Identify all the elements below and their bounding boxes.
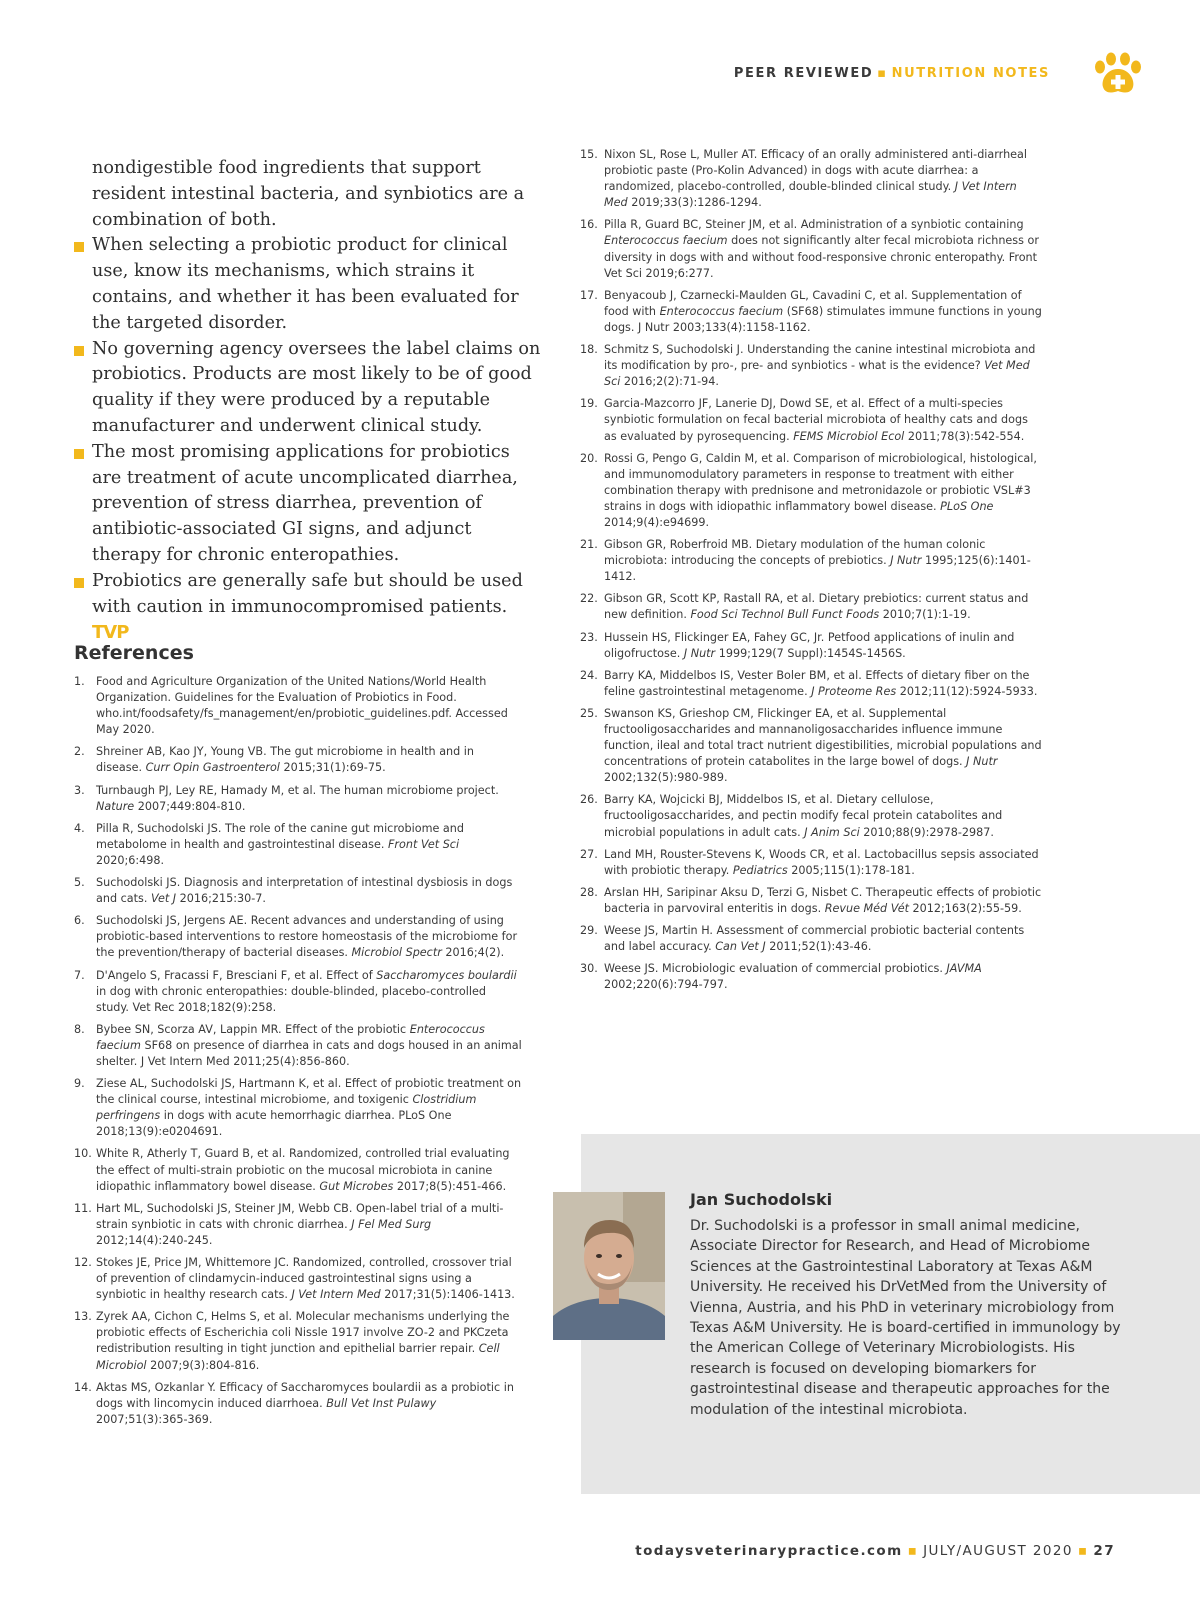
reference-citation: 1999;129(7 Suppl):1454S-1456S. [715,646,906,660]
reference-item [580,537,1042,585]
reference-text: Pilla R, Suchodolski JS. The role of the canine gut microbiome and metabolome in health and gastrointestinal disease. [96,821,464,851]
reference-number: 30. [580,962,598,976]
reference-number: 22. [580,592,598,606]
reference-number: 14. [74,1380,92,1394]
reference-journal: J Fel Med Surg [351,1217,432,1231]
reference-text: White R, Atherly T, Guard B, et al. Randomized, controlled trial evaluating the effect of multi-strain probiotic on the mucosal microbiota in canine idiopathic inflammatory bowel disease. [96,1147,510,1193]
reference-number: 12. [74,1256,92,1269]
reference-item [580,706,1042,786]
reference-number: 13. [74,1310,92,1324]
reference-journal: Front Vet Sci [387,837,460,851]
reference-journal: Saccharomyces boulardii [376,968,517,982]
reference-item [580,342,1042,390]
reference-text: Arslan HH, Saripinar Aksu D, Terzi G, Nisbet C. Therapeutic effects of probiotic bacteria in parvoviral enteritis in dogs. [604,885,1042,915]
reference-journal: Revue Méd Vét [824,901,909,915]
reference-number: 29. [580,924,598,938]
reference-text: Garcia-Mazcorro JF, Lanerie DJ, Dowd SE, et al. Effect of a multi-species synbiotic formulation on fecal bacterial microbiota of healthy cats and dogs as evaluated by pyrosequencing. [604,397,1028,443]
reference-text: Weese JS. Microbiologic evaluation of commercial probiotics. [604,962,947,976]
reference-journal: Cell Microbiol [96,1342,500,1372]
bullet-square-icon [74,578,84,588]
reference-citation: 2016;4(2). [441,946,505,960]
reference-journal: Bull Vet Inst Pulawy [326,1396,437,1410]
reference-text: Barry KA, Middelbos IS, Vester Boler BM, et al. Effects of dietary fiber on the feline gastrointestinal metagenome. [604,668,1030,698]
reference-text: Nixon SL, Rose L, Muller AT. Efficacy of an orally administered anti-diarrheal probiotic paste (Pro-Kolin Advanced) in dogs with acute diarrhea: a randomized, placebo-controlled, double-blinded clinical study. [604,148,1028,194]
reference-journal: Food Sci Technol Bull Funct Foods [690,608,880,622]
reference-text: Food and Agriculture Organization of the United Nations/World Health Organization. Guidelines for the Evaluation of Probiotics in Food. who.int/foodsafety/fs_management/en/probiotic_guidelines.pdf. Accessed May 2020. [96,675,508,737]
reference-item [74,821,522,869]
reference-text: Hussein HS, Flickinger EA, Fahey GC, Jr. Petfood applications of inulin and oligofructose. [604,630,1015,660]
reference-text: Pilla R, Guard BC, Steiner JM, et al. Administration of a synbiotic containing [604,218,1024,232]
reference-number: 20. [580,451,598,465]
reference-number: 23. [580,630,598,644]
reference-number: 17. [580,288,598,302]
reference-item [74,744,522,776]
reference-number: 3. [74,783,85,797]
reference-citation: 2007;449:804-810. [134,799,246,813]
reference-item [74,674,522,738]
reference-item [580,668,1042,700]
reference-citation: 2019;33(3):1286-1294. [627,196,762,210]
reference-number: 15. [580,148,598,161]
reference-citation: 2007;9(3):804-816. [146,1358,260,1372]
reference-item [74,1309,522,1373]
reference-item [74,1201,522,1249]
bullet-text: The most promising applications for probiotics are treatment of acute uncomplicated diarrhea, prevention of stress diarrhea, prevention of antibiotic-associated GI signs, and adjunct therapy for chronic enteropathies. [92,441,518,565]
reference-item [580,396,1042,444]
footer-separator: ▪ [1077,1543,1089,1559]
references-heading: References [74,642,194,664]
reference-journal: J Nutr [683,646,716,660]
reference-item [580,147,1042,211]
reference-text: Gibson GR, Roberfroid MB. Dietary modulation of the human colonic microbiota: introducing the concepts of prebiotics. [604,538,986,568]
reference-item [74,1076,522,1140]
page-number: 27 [1093,1543,1115,1559]
reference-number: 9. [74,1077,85,1091]
key-points [74,156,544,647]
reference-item [580,961,1042,993]
reference-item [74,1255,522,1303]
reference-number: 1. [74,675,85,688]
reference-number: 6. [74,914,85,928]
reference-item [580,885,1042,917]
reference-text: Swanson KS, Grieshop CM, Flickinger EA, et al. Supplemental fructooligosaccharides and mannanoligosaccharides influence immune function, ileal and total tract nutrient digestibilities, microbial populations and concentrations of protein catabolites in the large bowel of dogs. [604,706,1042,769]
website-link[interactable]: todaysveterinarypractice.com [635,1543,903,1559]
reference-journal: Vet J [150,892,177,906]
running-header [734,66,1050,81]
bullet-square-icon [74,242,84,252]
bullet-text: No governing agency oversees the label claims on probiotics. Products are most likely to be of good quality if they were produced by a reputable manufacturer and underwent clinical study. [92,338,541,436]
bullet-item [74,569,544,647]
reference-item [74,875,522,907]
reference-journal: Enterococcus faecium [604,234,728,248]
header-separator: ▪ [877,66,888,81]
references-list-left [74,674,522,1434]
reference-item [580,591,1042,623]
reference-number: 27. [580,847,598,861]
reference-item [74,913,522,961]
reference-citation: does not significantly alter fecal microbiota richness or diversity in dogs with and without food-responsive chronic enteropathy. Front Vet Sci 2019;6:277. [604,234,1039,280]
reference-journal: Gut Microbes [319,1179,394,1193]
reference-journal: Curr Opin Gastroenterol [145,761,280,775]
reference-citation: SF68 on presence of diarrhea in cats and dogs housed in an animal shelter. J Vet Intern Med 2011;25(4):856-860. [96,1038,522,1068]
reference-number: 4. [74,821,85,835]
bullet-square-icon [74,346,84,356]
paw-cross-icon [1093,52,1143,96]
reference-number: 19. [580,397,598,411]
reference-item [580,847,1042,879]
bullet-text: When selecting a probiotic product for clinical use, know its mechanisms, which strains it contains, and whether it has been evaluated for the targeted disorder. [92,235,519,333]
reference-citation: 2002;220(6):794-797. [604,978,728,992]
reference-citation: 2017;31(5):1406-1413. [380,1288,515,1302]
reference-journal: J Nutr [890,554,922,568]
author-bio-text: Dr. Suchodolski is a professor in small animal medicine, Associate Director for Research, and Head of Microbiome Sciences at the Gastrointestinal Laboratory at Texas A&M University. He received his DrVetMed from the University of Vienna, Austria, and his PhD in veterinary microbiology from Texas A&M University. He is board-certified in immunology by the American College of Veterinary Microbiologists. His research is focused on developing biomarkers for gastrointestinal disease and therapeutic approaches for the modulation of the intestinal microbiota. [690,1218,1121,1418]
author-name: Jan Suchodolski [690,1190,833,1209]
reference-journal: Pediatrics [732,863,788,877]
reference-number: 8. [74,1022,85,1036]
reference-item [74,783,522,815]
reference-text: Barry KA, Wojcicki BJ, Middelbos IS, et al. Dietary cellulose, fructooligosaccharides, and pectin modify fecal protein catabolites and microbial populations in adult cats. [604,793,1003,839]
reference-journal: JAVMA [946,962,982,976]
reference-text: Aktas MS, Ozkanlar Y. Efficacy of Saccharomyces boulardii as a probiotic in dogs with lincomycin induced diarrhoea. [96,1380,514,1410]
reference-journal: Microbiol Spectr [351,946,442,960]
author-portrait-icon [553,1192,665,1340]
reference-text: Zyrek AA, Cichon C, Helms S, et al. Molecular mechanisms underlying the probiotic effects of Escherichia coli Nissle 1917 involve ZO-2 and PKCzeta redistribution resulting in tight junction and epithelial barrier repair. [96,1310,510,1356]
reference-text: Land MH, Rouster-Stevens K, Woods CR, et al. Lactobacillus sepsis associated with probiotic therapy. [604,847,1039,877]
reference-text: Suchodolski JS. Diagnosis and interpretation of intestinal dysbiosis in dogs and cats. [96,876,513,906]
column-label: NUTRITION NOTES [891,66,1050,81]
reference-text: Stokes JE, Price JM, Whittemore JC. Randomized, controlled, crossover trial of prevention of clindamycin-induced gastrointestinal signs using a synbiotic in healthy research cats. [96,1256,512,1302]
reference-text: Ziese AL, Suchodolski JS, Hartmann K, et al. Effect of probiotic treatment on the clinical course, intestinal microbiome, and toxigenic [96,1077,522,1107]
reference-item [580,288,1042,336]
issue-date: JULY/AUGUST 2020 [923,1543,1073,1559]
reference-citation: in dogs with acute hemorrhagic diarrhea. PLoS One 2018;13(9):e0204691. [96,1109,452,1139]
reference-citation: 2012;163(2):55-59. [908,901,1022,915]
reference-journal: J Nutr [966,755,998,769]
reference-item [74,1146,522,1194]
reference-citation: 2014;9(4):e94699. [604,515,710,529]
bullet-text: Probiotics are generally safe but should be used with caution in immunocompromised patients. [92,570,523,617]
reference-text: Benyacoub J, Czarnecki-Maulden GL, Cavadini C, et al. Supplementation of food with [604,288,1022,318]
reference-citation: 2017;8(5):451-466. [393,1179,507,1193]
reference-item [74,1380,522,1428]
reference-journal: FEMS Microbiol Ecol [793,429,905,443]
reference-journal: J Anim Sci [804,825,860,839]
reference-citation: 1995;125(6):1401-1412. [604,554,1031,584]
reference-item [580,792,1042,840]
reference-text: Suchodolski JS, Jergens AE. Recent advances and understanding of using probiotic-based interventions to restore homeostasis of the microbiome for the prevention/therapy of bacterial diseases. [96,914,518,960]
reference-item [74,968,522,1016]
reference-number: 26. [580,793,598,807]
reference-item [580,630,1042,662]
reference-number: 28. [580,885,598,899]
reference-citation: 2010;88(9):2978-2987. [859,825,994,839]
reference-text: Shreiner AB, Kao JY, Young VB. The gut microbiome in health and in disease. [96,745,474,775]
bullet-continuation: nondigestible food ingredients that support resident intestinal bacteria, and synbiotics are a combination of both. [92,158,525,230]
reference-text: Gibson GR, Scott KP, Rastall RA, et al. Dietary prebiotics: current status and new definition. [604,592,1029,622]
reference-text: Rossi G, Pengo G, Caldin M, et al. Comparison of microbiological, histological, and immunomodulatory parameters in response to treatment with either combination therapy with prednisone and metronidazole or probiotic VSL#3 strains in dogs with idiopathic inflammatory bowel disease. [604,451,1037,513]
reference-text: Hart ML, Suchodolski JS, Steiner JM, Webb CB. Open-label trial of a multi-strain synbiotic in cats with chronic diarrhea. [96,1201,504,1231]
reference-citation: 2010;7(1):1-19. [879,608,971,622]
bullet-square-icon [74,449,84,459]
reference-number: 2. [74,745,85,759]
reference-citation: 2012;14(4):240-245. [96,1233,213,1247]
references-list-right [580,147,1042,999]
reference-number: 10. [74,1147,92,1161]
reference-citation: 2020;6:498. [96,853,165,867]
reference-journal: J Proteome Res [811,684,897,698]
reference-item [74,1022,522,1070]
reference-item [580,217,1042,281]
reference-journal: J Vet Intern Med [291,1288,381,1302]
reference-number: 7. [74,968,85,982]
bullet-item [74,337,544,440]
footer-separator: ▪ [907,1543,919,1559]
reference-journal: Can Vet J [715,940,766,954]
reference-citation: 2015;31(1):69-75. [279,761,386,775]
reference-citation: in dog with chronic enteropathies: double-blinded, placebo-controlled study. Vet Rec 2018;182(9):258. [96,984,486,1014]
author-photo [553,1192,665,1340]
reference-text: Turnbaugh PJ, Ley RE, Hamady M, et al. The human microbiome project. [96,783,499,797]
reference-text: Schmitz S, Suchodolski J. Understanding the canine intestinal microbiota and its modification by pro-, pre- and synbiotics - what is the evidence? [604,343,1036,373]
reference-journal: Vet Med Sci [604,359,1030,389]
reference-item [580,923,1042,955]
reference-citation: 2012;11(12):5924-5933. [896,684,1038,698]
reference-number: 16. [580,218,598,232]
reference-journal: J Vet Intern Med [604,180,1017,210]
reference-number: 21. [580,538,598,552]
reference-citation: 2007;51(3):365-369. [96,1412,213,1426]
reference-number: 25. [580,706,598,720]
reference-journal: Enterococcus faecium [96,1022,485,1052]
reference-text: Bybee SN, Scorza AV, Lappin MR. Effect of the probiotic [96,1022,410,1036]
reference-text: Weese JS, Martin H. Assessment of commercial probiotic bacterial contents and label accuracy. [604,924,1025,954]
reference-number: 18. [580,343,598,357]
reference-citation: (SF68) stimulates immune functions in young dogs. J Nutr 2003;133(4):1158-1162. [604,304,1042,334]
bullet-item [74,440,544,569]
reference-citation: 2016;2(2):71-94. [620,375,719,389]
reference-text: D'Angelo S, Fracassi F, Bresciani F, et al. Effect of [96,968,377,982]
reference-number: 5. [74,876,85,890]
reference-number: 11. [74,1201,92,1215]
running-footer [635,1543,1115,1559]
reference-number: 24. [580,668,598,682]
reference-citation: 2016;215:30-7. [176,892,266,906]
reference-item [580,451,1042,531]
reference-citation: 2002;132(5):980-989. [604,771,728,785]
reference-citation: 2011;78(3):542-554. [904,429,1025,443]
reference-journal: Clostridium perfringens [96,1093,477,1123]
reference-citation: 2011;52(1):43-46. [765,940,872,954]
section-label: PEER REVIEWED [733,66,874,81]
reference-journal: Enterococcus faecium [659,304,784,318]
bullet-item [74,233,544,336]
reference-journal: Nature [96,799,135,813]
reference-citation: 2005;115(1):178-181. [787,863,915,877]
tvp-end-mark: TVP [92,622,129,644]
reference-journal: PLoS One [940,499,994,513]
